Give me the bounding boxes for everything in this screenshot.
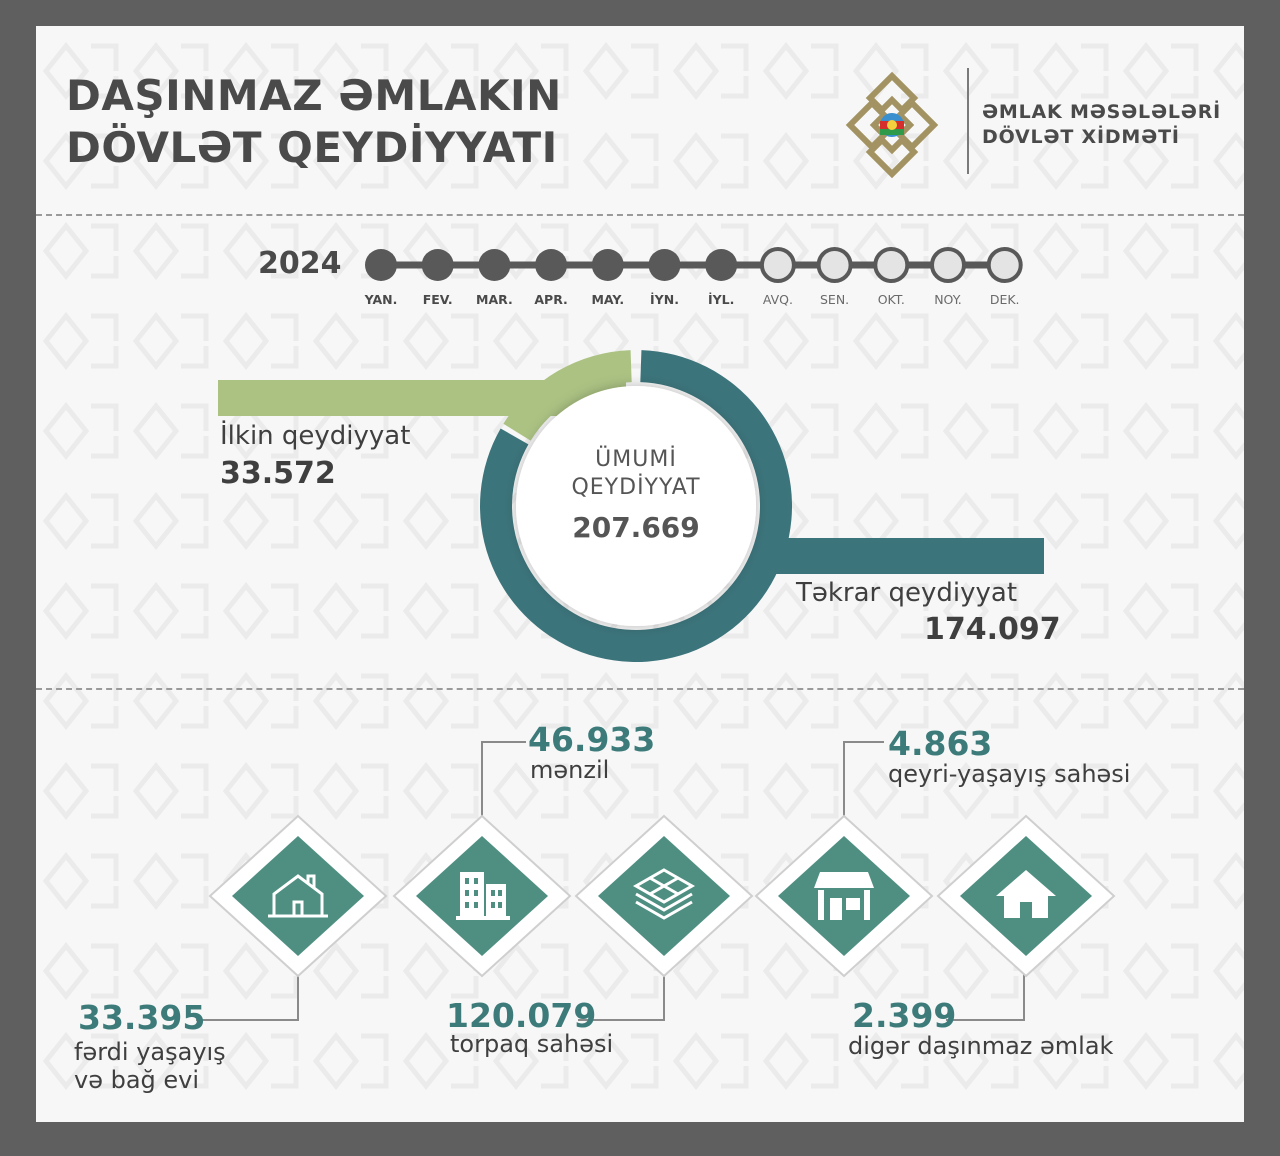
month-label: İYL. — [707, 292, 735, 307]
month-label: APR. — [534, 292, 568, 307]
month-label: NOY. — [934, 292, 962, 307]
category-value-shop: 4.863 — [888, 724, 993, 763]
org-name-line-2: DÖVLƏT XİDMƏTİ — [982, 126, 1180, 148]
timeline-year: 2024 — [258, 246, 342, 281]
category-value-house: 33.395 — [78, 998, 206, 1037]
category-label-line: fərdi yaşayış — [74, 1038, 226, 1066]
month-label: İYN. — [650, 292, 679, 307]
category-value-apartment: 46.933 — [528, 720, 656, 759]
category-diamond-other — [932, 812, 1120, 984]
category-label-apartment: mənzil — [530, 756, 610, 784]
month-label: DEK. — [989, 292, 1020, 307]
title-line-2: DÖVLƏT QEYDİYYATI — [66, 123, 558, 172]
month-label: MAR. — [476, 292, 513, 307]
month-label: FEV. — [422, 292, 453, 307]
category-label-other: digər daşınmaz əmlak — [848, 1032, 1114, 1060]
category-value-land: 120.079 — [446, 996, 597, 1035]
category-label-line: və bağ evi — [74, 1066, 200, 1094]
month-label: SEN. — [820, 292, 850, 307]
category-label-house — [74, 1038, 226, 1094]
repeat-registration-value: 174.097 — [924, 612, 1061, 647]
initial-registration-value: 33.572 — [220, 456, 336, 491]
infographic-panel — [36, 26, 1244, 1122]
category-value-other: 2.399 — [852, 996, 957, 1035]
center-label-line-2: QEYDİYYAT — [571, 475, 701, 500]
month-label: MAY. — [591, 292, 625, 307]
month-label: YAN. — [364, 292, 398, 307]
center-label-line-1: ÜMUMİ — [595, 447, 677, 472]
title-line-1: DAŞINMAZ ƏMLAKIN — [66, 71, 562, 120]
org-name-line-1: ƏMLAK MƏSƏLƏLƏRİ — [982, 101, 1222, 123]
category-label-land: torpaq sahəsi — [450, 1030, 614, 1058]
month-label: AVQ. — [762, 292, 793, 307]
category-diamond-apartment — [388, 812, 576, 984]
category-diamond-house — [204, 812, 392, 984]
initial-registration-label: İlkin qeydiyyat — [220, 421, 411, 451]
category-diamond-land — [570, 812, 758, 984]
category-diamond-shop — [750, 812, 938, 984]
category-label-shop: qeyri-yaşayış sahəsi — [888, 760, 1131, 788]
total-registrations-value: 207.669 — [572, 511, 700, 544]
repeat-registration-label: Təkrar qeydiyyat — [796, 578, 1018, 608]
month-label: OKT. — [877, 292, 905, 307]
